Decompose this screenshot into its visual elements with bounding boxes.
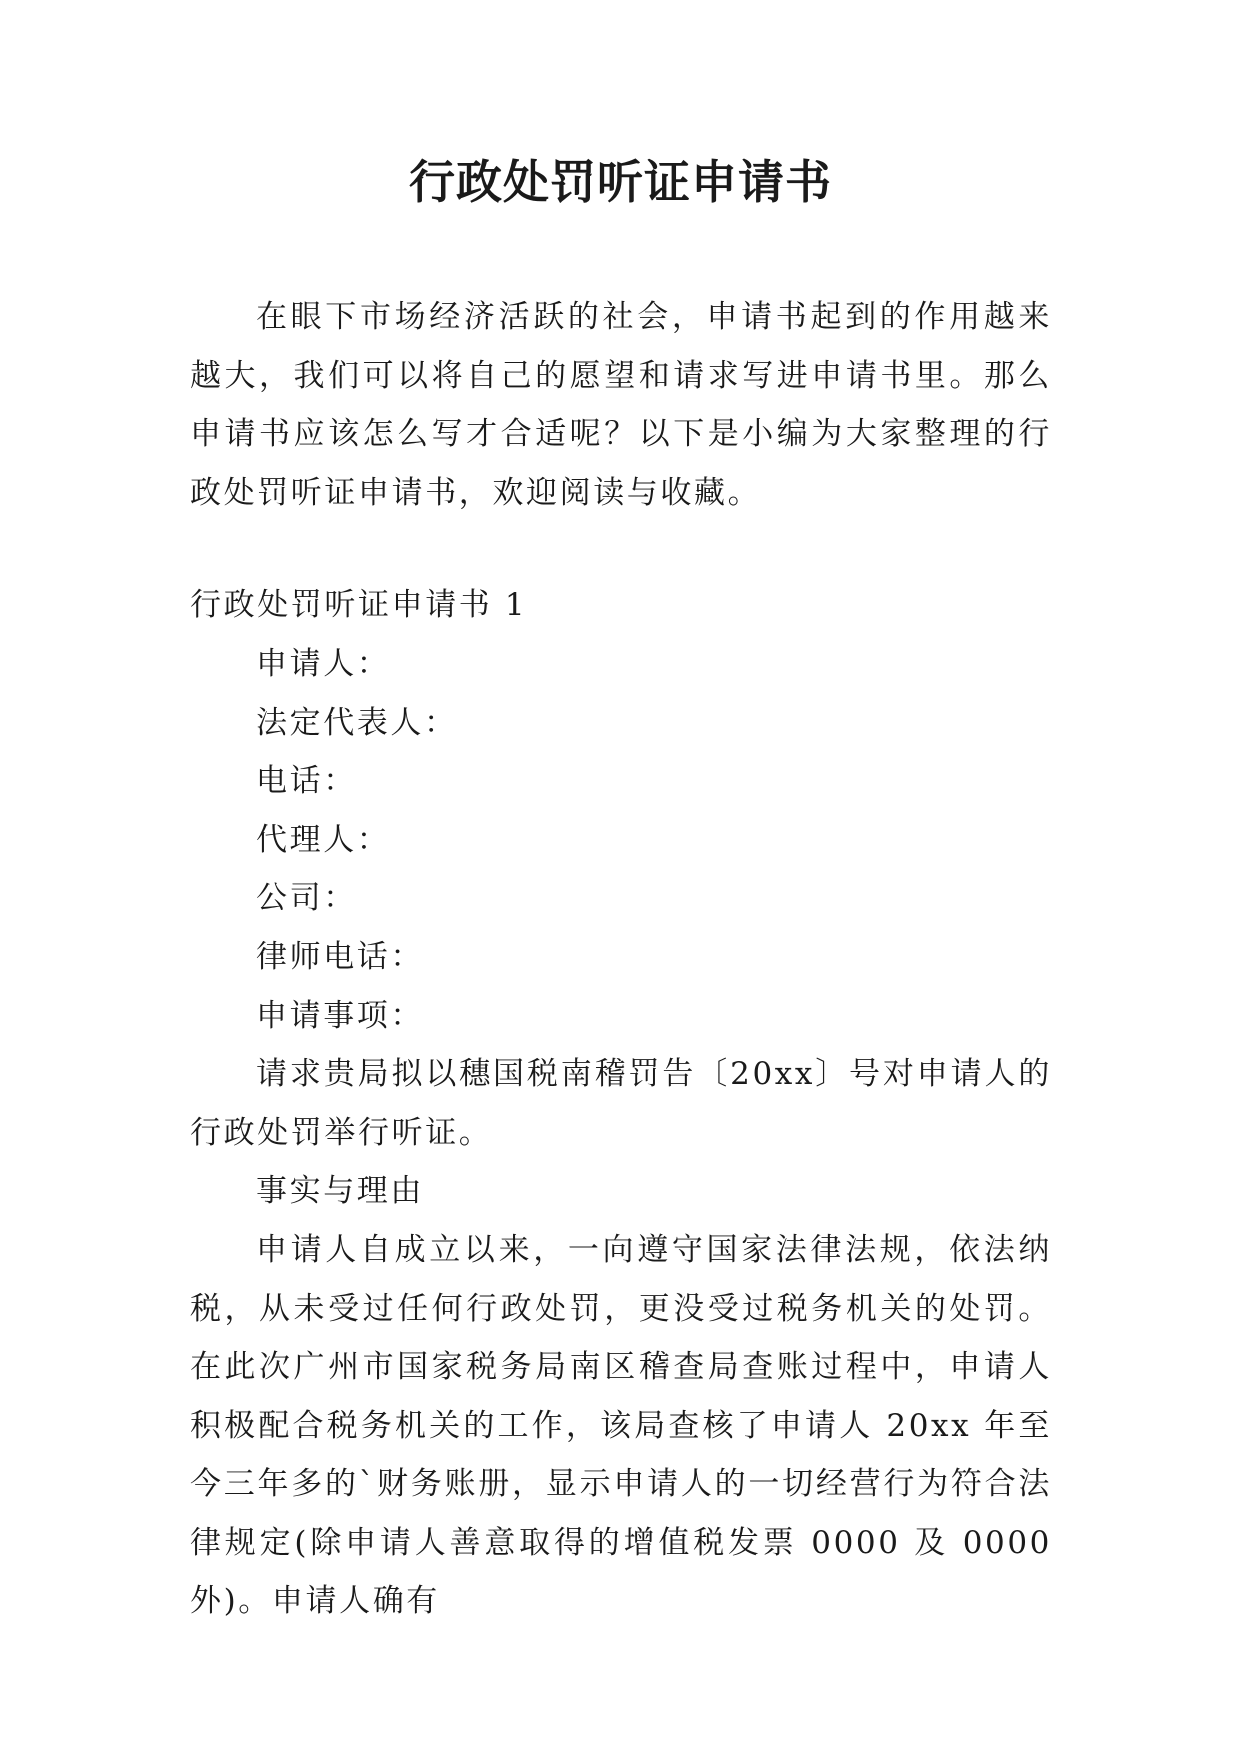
field-applicant: 申请人： xyxy=(256,645,391,682)
intro-paragraph: 在眼下市场经济活跃的社会，申请书起到的作用越来越大，我们可以将自己的愿望和请求写进申请书里。那么申请书应该怎么写才合适呢？以下是小编为大家整理的行政处罚听证申请书，欢迎阅读与收藏。 xyxy=(190,299,1052,511)
document-title: 行政处罚听证申请书 xyxy=(409,155,832,209)
facts-heading: 事实与理由 xyxy=(256,1173,424,1210)
facts-paragraph: 申请人自成立以来，一向遵守国家法律法规，依法纳税，从未受过任何行政处罚，更没受过税务机关的处罚。在此次广州市国家税务局南区稽查局查账过程中，申请人积极配合税务机关的工作，该局查核了申请人 20xx 年至今三年多的`财务账册，显示申请人的一切经营行为符合法律规定(除申请人善意取得的增值税发票 0000 及 0000 外)。申请人确有 xyxy=(190,1231,1052,1620)
field-lawyer-phone: 律师电话： xyxy=(256,938,424,975)
field-phone: 电话： xyxy=(256,763,357,800)
request-paragraph: 请求贵局拟以穗国税南稽罚告〔20xx〕号对申请人的行政处罚举行听证。 xyxy=(190,1056,1052,1151)
field-legal-representative: 法定代表人： xyxy=(256,704,458,741)
section-heading: 行政处罚听证申请书 1 xyxy=(190,587,528,624)
field-company: 公司： xyxy=(256,880,357,917)
document-body xyxy=(190,288,1052,1631)
field-agent: 代理人： xyxy=(256,821,391,858)
field-request-items: 申请事项： xyxy=(256,997,424,1034)
